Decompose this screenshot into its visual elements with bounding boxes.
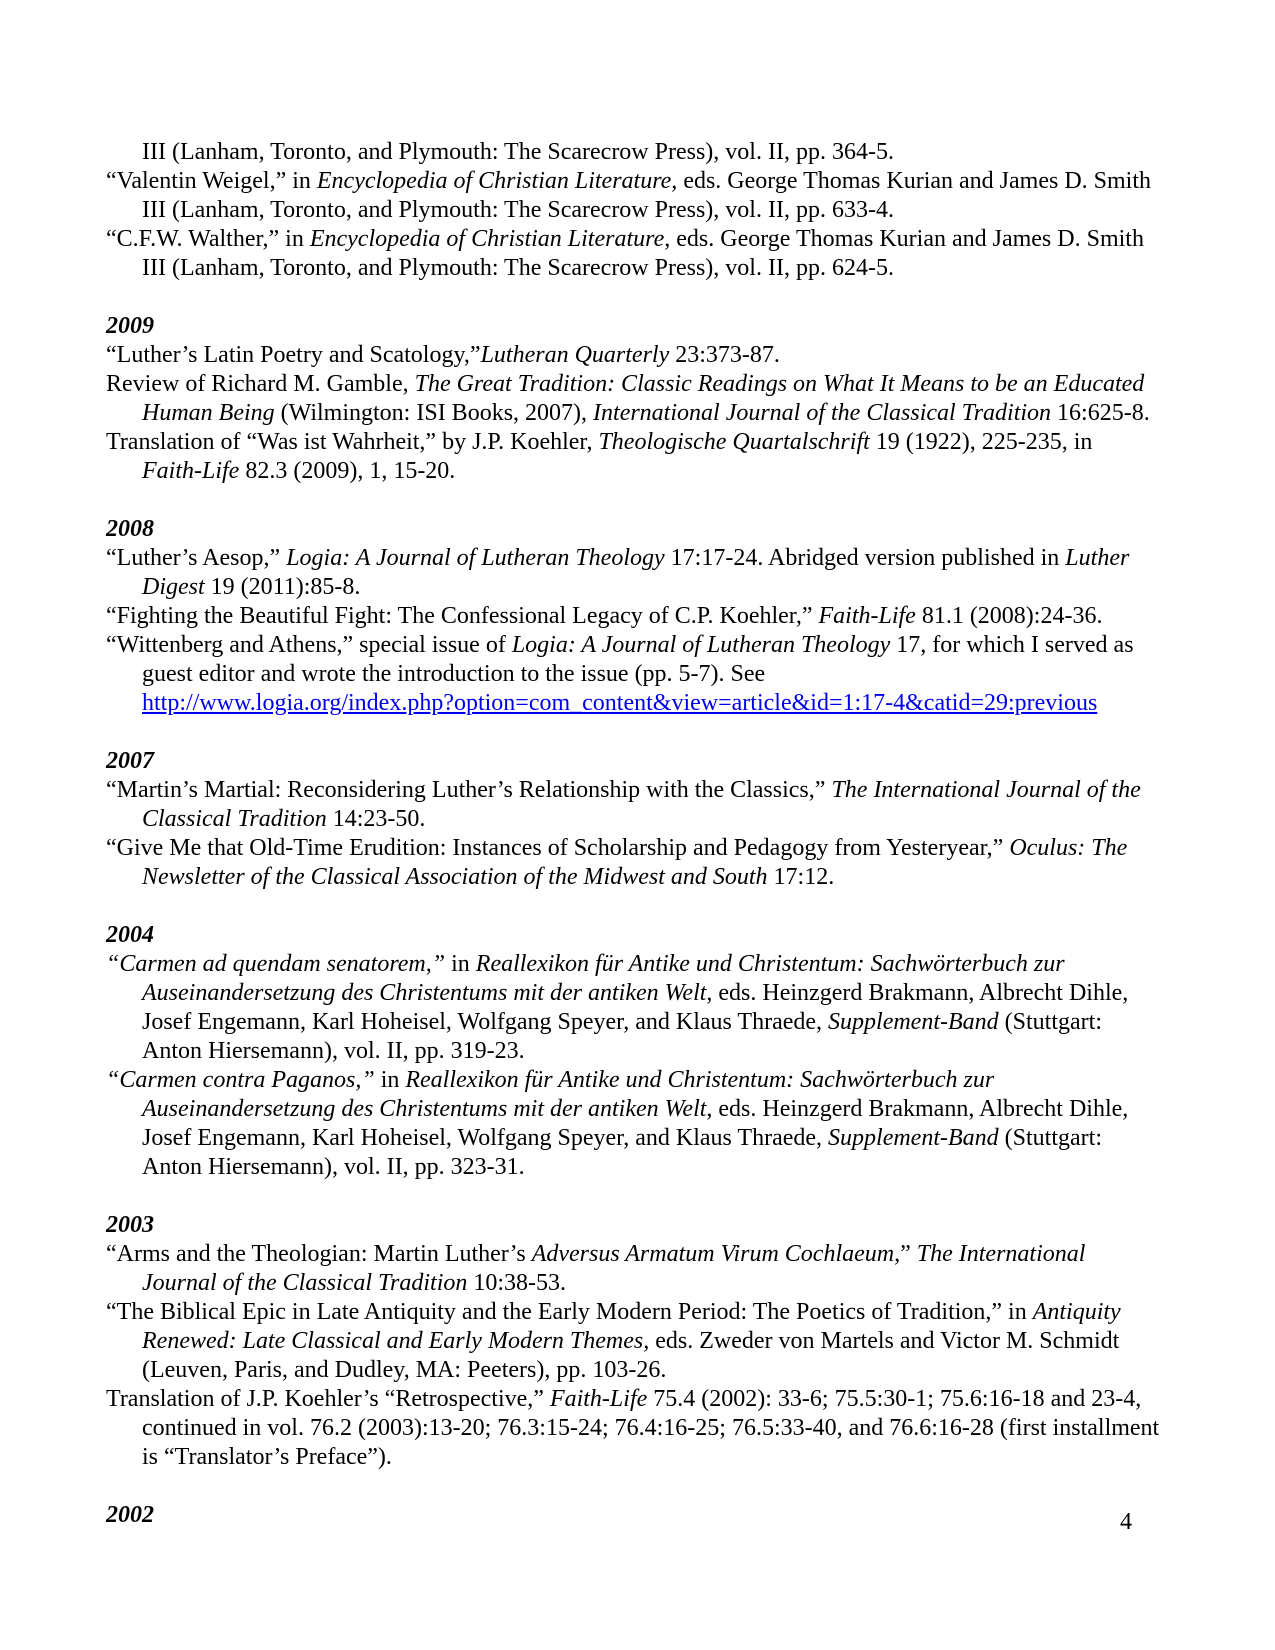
italic-title-text: Encyclopedia of Christian Literature, [316, 168, 678, 194]
citation-text: in [445, 951, 476, 977]
citation-text: Anton Hiersemann), vol. II, pp. 323-31. [142, 1154, 525, 1180]
citation-text: Josef Engemann, Karl Hoheisel, Wolfgang Speyer, and Klaus Thraede, [142, 1009, 829, 1035]
year-section-2007 [106, 747, 1141, 892]
citation-line [106, 950, 1096, 979]
italic-title-text: International Journal of the Classical Tradition [593, 400, 1052, 426]
citation-text: (Leuven, Paris, and Dudley, MA: Peeters), pp. 103-26. [142, 1357, 667, 1383]
italic-title-text: Newsletter of the Classical Association of the Midwest and South [142, 864, 768, 890]
citation-text: in [374, 1067, 406, 1093]
year-section-2002 [106, 1501, 1096, 1530]
citation-text: continued in vol. 76.2 (2003):13-20; 76.3:15-24; 76.4:16-25; 76.5:33-40, and 76.6:16-28 (first installment [142, 1415, 1160, 1441]
citation-text: “Valentin Weigel,” in [106, 168, 317, 194]
year-heading: 2007 [106, 748, 154, 774]
citation-line [106, 254, 1096, 283]
year-section-2009 [106, 312, 1150, 486]
citation-text: “Martin’s Martial: Reconsidering Luther’s Relationship with the Classics,” [106, 777, 832, 803]
citation-entry [106, 776, 1141, 834]
citation-line [106, 1008, 1102, 1037]
year-heading: 2008 [106, 516, 154, 542]
citation-entry [106, 1385, 1160, 1472]
citation-text: eds. Zweder von Martels and Victor M. Schmidt [649, 1328, 1120, 1354]
citation-entry [106, 341, 1096, 370]
citation-entry [106, 1066, 1129, 1182]
citation-text: , eds. Heinzgerd Brakmann, Albrecht Dihle, [706, 1096, 1129, 1122]
italic-title-text: Auseinandersetzung des Christentums mit der antiken Welt [142, 980, 707, 1006]
citation-line [106, 660, 1096, 689]
citation-entry [106, 602, 1103, 631]
citation-text: ” [900, 1241, 917, 1267]
citation-text: “Give Me that Old-Time Erudition: Instances of Scholarship and Pedagogy from Yesteryear,” [106, 835, 1010, 861]
citation-text: 81.1 (2008):24-36. [915, 603, 1103, 629]
citation-text: eds. George Thomas Kurian and James D. Smith [670, 226, 1144, 252]
citation-entry [106, 631, 1134, 718]
citation-text: , eds. Heinzgerd Brakmann, Albrecht Dihle, [706, 980, 1129, 1006]
citation-text: Anton Hiersemann), vol. II, pp. 319-23. [142, 1038, 525, 1064]
citation-text: “Luther’s Aesop,” [106, 545, 287, 571]
citation-line [106, 1066, 1096, 1095]
citation-line [106, 457, 1096, 486]
citation-line [106, 1153, 1096, 1182]
italic-title-text: Faith-Life [818, 603, 916, 629]
italic-title-text: Logia: A Journal of Lutheran Theology [286, 545, 665, 571]
citation-line [106, 167, 1152, 196]
italic-title-text: Journal of the Classical Tradition [142, 1270, 468, 1296]
citation-text: guest editor and wrote the introduction to the issue (pp. 5-7). See [142, 661, 766, 687]
citation-line [106, 370, 1145, 399]
italic-title-text: “Carmen ad quendam senatorem,” [106, 951, 446, 977]
italic-title-text: Luther [1065, 545, 1130, 571]
citation-text: 17:12. [767, 864, 835, 890]
italic-title-text: Supplement-Band [828, 1009, 999, 1035]
citation-line [106, 631, 1134, 660]
citation-entry [106, 428, 1096, 486]
citation-text: 10:38-53. [467, 1270, 567, 1296]
italic-title-text: Encyclopedia of Christian Literature, [309, 226, 671, 252]
italic-title-text: Auseinandersetzung des Christentums mit der antiken Welt [142, 1096, 707, 1122]
citation-line [106, 341, 1096, 370]
citation-text: 19 (1922), 225-235, in [869, 429, 1093, 455]
citation-text: is “Translator’s Preface”). [142, 1444, 392, 1470]
year-heading: 2002 [106, 1502, 154, 1528]
italic-title-text: Human Being [142, 400, 275, 426]
citation-line [106, 776, 1141, 805]
year-section-2008 [106, 515, 1134, 718]
citation-line [106, 138, 1096, 167]
citation-line [106, 1385, 1142, 1414]
citation-entry [106, 950, 1129, 1066]
citation-text: (Wilmington: ISI Books, 2007), [274, 400, 594, 426]
citation-entry [106, 138, 1096, 167]
italic-title-text: “Carmen contra Paganos,” [106, 1067, 375, 1093]
italic-title-text: Reallexikon für Antike und Christentum: Sachwörterbuch zur [405, 1067, 995, 1093]
citation-line [106, 689, 1096, 718]
italic-title-text: Oculus: The [1009, 835, 1128, 861]
citation-text: Translation of J.P. Koehler’s “Retrospective,” [106, 1386, 550, 1412]
italic-title-text: Faith-Life [549, 1386, 648, 1412]
citation-line [106, 1240, 1096, 1269]
citation-line [106, 1414, 1160, 1443]
citation-entry [106, 1298, 1121, 1385]
year-section-2004 [106, 921, 1129, 1182]
citation-text: 16:625-8. [1051, 400, 1150, 426]
italic-title-text: Adversus Armatum Virum Cochlaeum, [531, 1241, 901, 1267]
italic-title-text: Digest [142, 574, 205, 600]
citation-text: 14:23-50. [326, 806, 426, 832]
italic-title-text: Theologische Quartalschrift [598, 429, 870, 455]
citation-line [106, 1356, 1096, 1385]
citation-line [106, 1443, 1096, 1472]
italic-title-text: Classical Tradition [142, 806, 327, 832]
article-url-link[interactable]: http://www.logia.org/index.php?option=com_content&view=article&id=1:17-4&catid=29:previous [142, 690, 1098, 716]
citation-text: 17:17-24. Abridged version published in [664, 545, 1066, 571]
citation-text: 17, for which I served as [890, 632, 1134, 658]
citation-line [106, 1298, 1121, 1327]
citation-text: “Arms and the Theologian: Martin Luther’s [106, 1241, 532, 1267]
citation-line [106, 399, 1150, 428]
citation-line [106, 544, 1130, 573]
citation-text: “Luther’s Latin Poetry and Scatology,” [106, 342, 481, 368]
year-heading: 2004 [106, 922, 154, 948]
citation-line [106, 1327, 1120, 1356]
citation-entry [106, 1240, 1096, 1298]
citation-line [106, 1124, 1102, 1153]
year-heading: 2009 [106, 313, 154, 339]
citation-line [106, 602, 1103, 631]
citation-entry [106, 834, 1128, 892]
italic-title-text: Renewed: Late Classical and Early Modern Themes, [142, 1328, 650, 1354]
italic-title-text: Supplement-Band [828, 1125, 999, 1151]
citation-text: (Stuttgart: [998, 1009, 1102, 1035]
citation-line [106, 863, 1096, 892]
citation-line [106, 1037, 1096, 1066]
year-heading: 2003 [106, 1212, 154, 1238]
citation-line [106, 1269, 1096, 1298]
year-section-2003 [106, 1211, 1160, 1472]
citation-text: III (Lanham, Toronto, and Plymouth: The Scarecrow Press), vol. II, pp. 624-5. [142, 255, 894, 281]
italic-title-text: The International [916, 1241, 1086, 1267]
citation-text: “The Biblical Epic in Late Antiquity and the Early Modern Period: The Poetics of Tradition,” in [106, 1299, 1033, 1325]
italic-title-text: Antiquity [1032, 1299, 1121, 1325]
citation-text: 82.3 (2009), 1, 15-20. [239, 458, 456, 484]
continued-entries [106, 138, 1152, 283]
citation-text: eds. George Thomas Kurian and James D. Smith [677, 168, 1152, 194]
citation-text: III (Lanham, Toronto, and Plymouth: The Scarecrow Press), vol. II, pp. 364-5. [142, 139, 894, 165]
italic-title-text: Logia: A Journal of Lutheran Theology [511, 632, 891, 658]
citation-line [106, 834, 1128, 863]
citation-line [106, 1095, 1129, 1124]
italic-title-text: The International Journal of the [831, 777, 1141, 803]
publication-list [106, 138, 1160, 1530]
citation-line [106, 428, 1096, 457]
italic-title-text: Faith-Life [142, 458, 240, 484]
citation-line [106, 805, 1096, 834]
citation-text: 23:373-87. [669, 342, 780, 368]
citation-text: “C.F.W. Walther,” in [106, 226, 310, 252]
citation-text: 19 (2011):85-8. [204, 574, 361, 600]
citation-entry [106, 167, 1152, 225]
italic-title-text: Reallexikon für Antike und Christentum: Sachwörterbuch zur [475, 951, 1065, 977]
citation-text: Review of Richard M. Gamble, [106, 371, 415, 397]
citation-entry [106, 370, 1150, 428]
citation-text: “Fighting the Beautiful Fight: The Confessional Legacy of C.P. Koehler,” [106, 603, 819, 629]
citation-line [106, 573, 1096, 602]
italic-title-text: The Great Tradition: Classic Readings on What It Means to be an Educated [414, 371, 1145, 397]
citation-line [106, 225, 1144, 254]
citation-entry [106, 225, 1144, 283]
citation-line [106, 979, 1129, 1008]
page-number: 4 [1120, 1509, 1132, 1535]
citation-text: 75.4 (2002): 33-6; 75.5:30-1; 75.6:16-18 and 23-4, [647, 1386, 1142, 1412]
citation-line [106, 196, 1096, 225]
citation-text: Josef Engemann, Karl Hoheisel, Wolfgang Speyer, and Klaus Thraede, [142, 1125, 829, 1151]
italic-title-text: Lutheran Quarterly [480, 342, 670, 368]
citation-text: “Wittenberg and Athens,” special issue of [106, 632, 512, 658]
citation-entry [106, 544, 1130, 602]
citation-text: III (Lanham, Toronto, and Plymouth: The Scarecrow Press), vol. II, pp. 633-4. [142, 197, 894, 223]
citation-text: Translation of “Was ist Wahrheit,” by J.P. Koehler, [106, 429, 599, 455]
citation-text: (Stuttgart: [998, 1125, 1102, 1151]
